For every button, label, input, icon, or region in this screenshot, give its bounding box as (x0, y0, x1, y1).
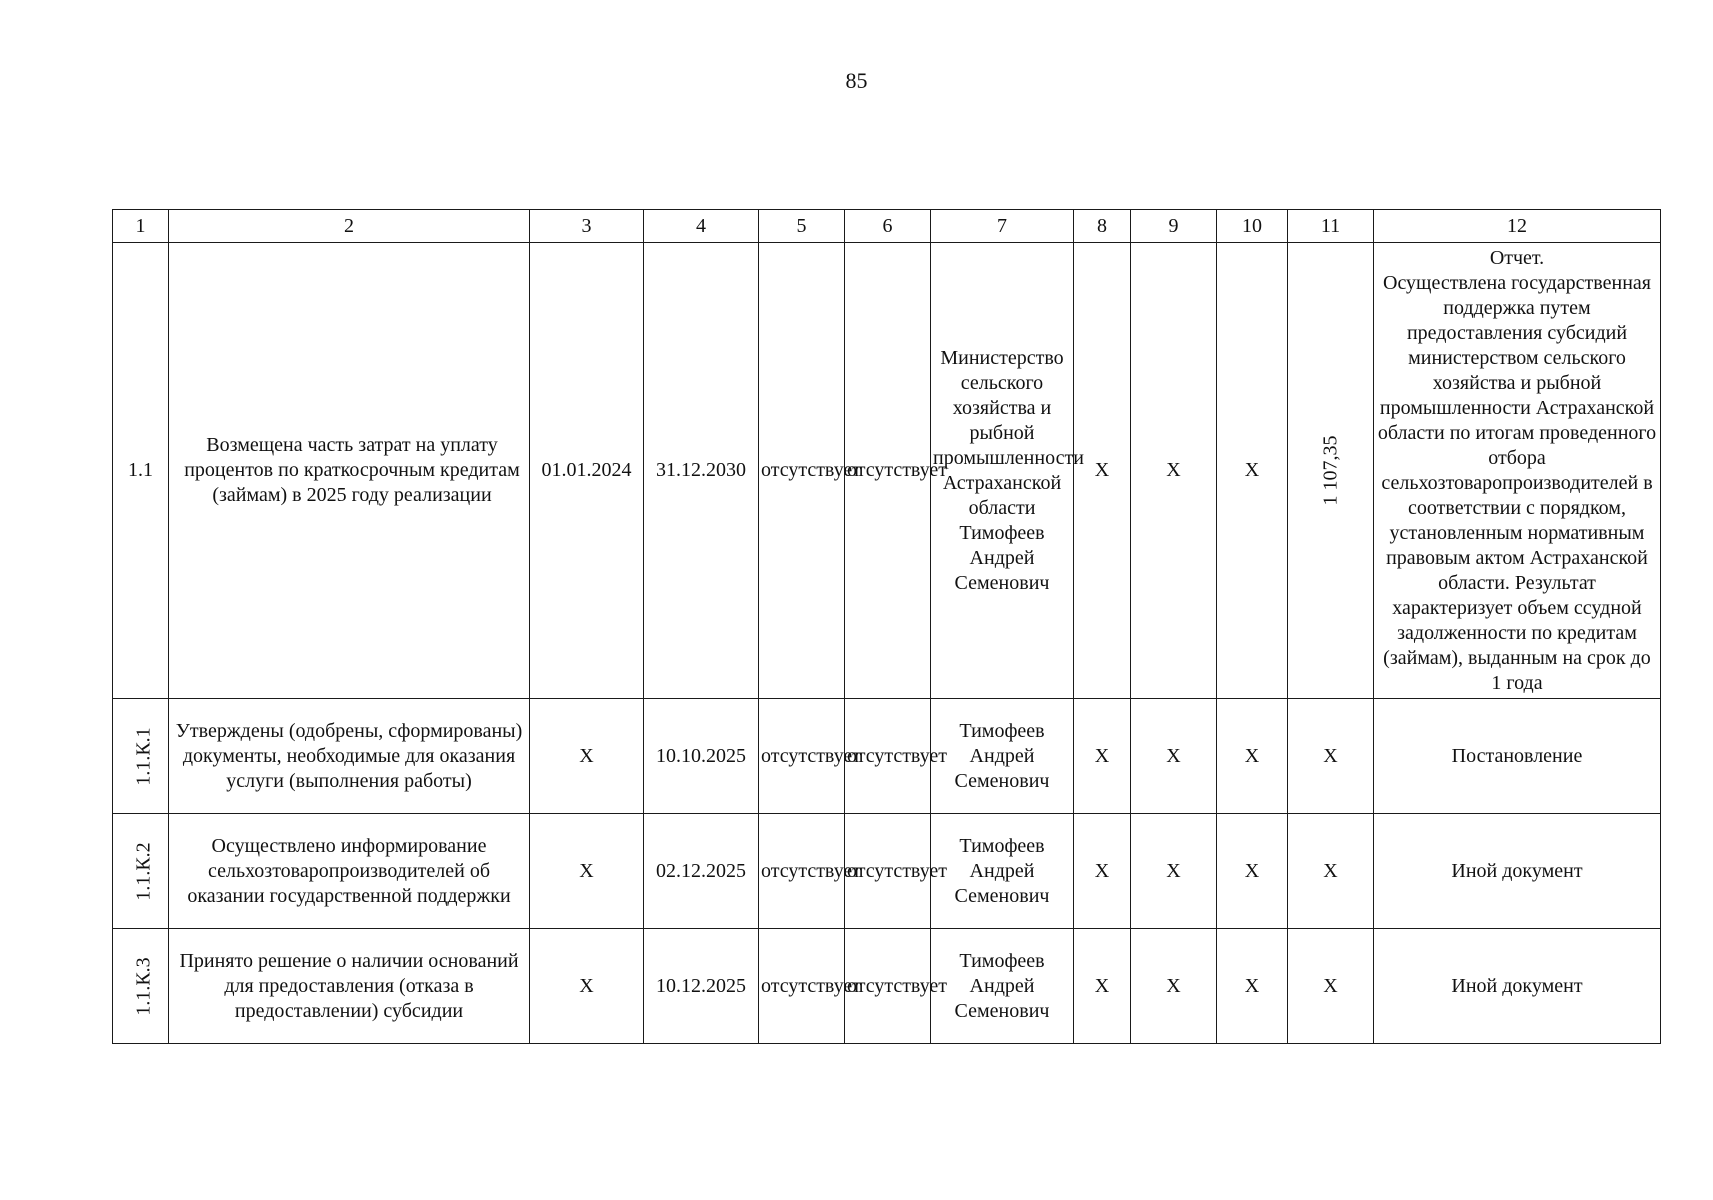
start-date: X (530, 929, 644, 1044)
column-number: 8 (1074, 210, 1131, 243)
report-text: Осуществлена государственная поддержка путем предоставления субсидий министерством сельского хозяйства и рыбной промышленности Астраханской области по итогам проведенного отбора сельхозтоваропроизводителей в соответствии с порядком, установленным нормативным правовым актом Астраханской области. Результат характеризует объем ссудной задолженности по кредитам (займам), выданным на срок до 1 года (1377, 271, 1657, 694)
start-date: X (530, 699, 644, 814)
cell-column-12: Иной документ (1374, 929, 1661, 1044)
cell-column-10: X (1217, 243, 1288, 699)
end-date: 31.12.2030 (644, 243, 759, 699)
row-number: 1.1.К.2 (132, 841, 155, 901)
column-number: 7 (931, 210, 1074, 243)
start-date: 01.01.2024 (530, 243, 644, 699)
start-date: X (530, 814, 644, 929)
row-number: 1.1.К.1 (132, 726, 155, 786)
row-number: 1.1.К.3 (132, 956, 155, 1016)
table-row (113, 929, 1661, 1044)
cell-column-11: X (1288, 814, 1374, 929)
cell-column-9: X (1131, 243, 1217, 699)
report-title: Отчет. (1489, 246, 1545, 269)
column-number: 5 (759, 210, 845, 243)
end-date: 02.12.2025 (644, 814, 759, 929)
row-number-cell (113, 814, 169, 929)
column-number: 12 (1374, 210, 1661, 243)
event-name: Осуществлено информирование сельхозтоваропроизводителей об оказании государственной поддержки (169, 814, 530, 929)
cell-column-10: X (1217, 814, 1288, 929)
cell-column-10: X (1217, 699, 1288, 814)
cell-column-12: Иной документ (1374, 814, 1661, 929)
event-name: Утверждены (одобрены, сформированы) документы, необходимые для оказания услуги (выполнения работы) (169, 699, 530, 814)
responsible-executor: Министерство сельского хозяйства и рыбной промышленности Астраханской области Тимофеев Андрей Семенович (931, 243, 1074, 699)
row-number-cell (113, 929, 169, 1044)
cell-column-9: X (1131, 929, 1217, 1044)
end-date: 10.10.2025 (644, 699, 759, 814)
end-date: 10.12.2025 (644, 929, 759, 1044)
event-name: Принято решение о наличии оснований для предоставления (отказа в предоставлении) субсидии (169, 929, 530, 1044)
event-name: Возмещена часть затрат на уплату процентов по краткосрочным кредитам (займам) в 2025 году реализации (169, 243, 530, 699)
row-number-cell (113, 699, 169, 814)
cell-column-11 (1288, 243, 1374, 699)
cell-column-10: X (1217, 929, 1288, 1044)
cell-column-5: отсутствует (759, 243, 845, 699)
column-number: 1 (113, 210, 169, 243)
column-number: 3 (530, 210, 644, 243)
cell-column-8: X (1074, 699, 1131, 814)
cell-column-8: X (1074, 929, 1131, 1044)
cell-column-5: отсутствует (759, 814, 845, 929)
responsible-executor: Тимофеев Андрей Семенович (931, 699, 1074, 814)
cell-column-9: X (1131, 814, 1217, 929)
column-number: 11 (1288, 210, 1374, 243)
table-row (113, 243, 1661, 699)
table-row (113, 814, 1661, 929)
responsible-executor: Тимофеев Андрей Семенович (931, 929, 1074, 1044)
cell-column-5: отсутствует (759, 929, 845, 1044)
table-row (113, 699, 1661, 814)
cell-column-8: X (1074, 814, 1131, 929)
cell-column-8: X (1074, 243, 1131, 699)
cell-column-9: X (1131, 699, 1217, 814)
cell-column-6: отсутствует (845, 814, 931, 929)
cell-column-12 (1374, 243, 1661, 699)
page-number: 85 (845, 68, 868, 93)
responsible-executor: Тимофеев Андрей Семенович (931, 814, 1074, 929)
column-number: 10 (1217, 210, 1288, 243)
cell-column-11: X (1288, 929, 1374, 1044)
cell-column-6: отсутствует (845, 699, 931, 814)
column-number: 9 (1131, 210, 1217, 243)
plan-table (112, 209, 1661, 1044)
cell-column-6: отсутствует (845, 929, 931, 1044)
funding-amount: 1 107,35 (1319, 435, 1341, 506)
column-number: 4 (644, 210, 759, 243)
column-number: 6 (845, 210, 931, 243)
row-number: 1.1 (113, 243, 169, 699)
cell-column-6: отсутствует (845, 243, 931, 699)
column-number: 2 (169, 210, 530, 243)
cell-column-11: X (1288, 699, 1374, 814)
column-number-row (113, 210, 1661, 243)
cell-column-12: Постановление (1374, 699, 1661, 814)
cell-column-5: отсутствует (759, 699, 845, 814)
